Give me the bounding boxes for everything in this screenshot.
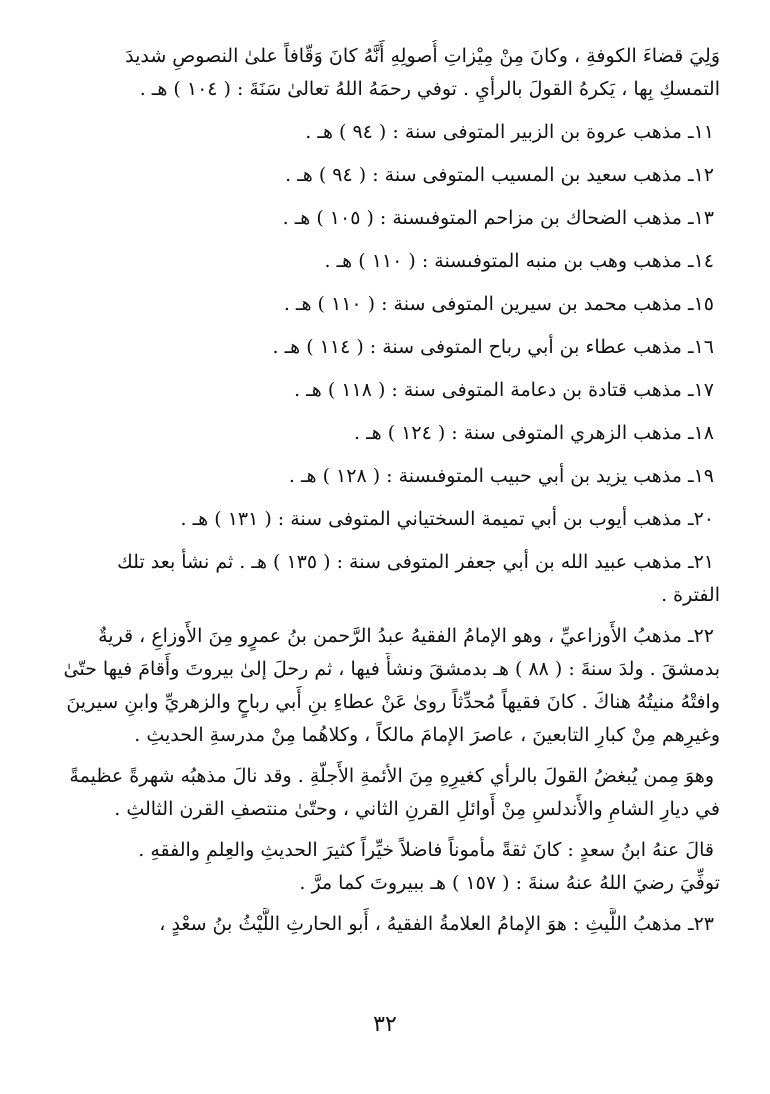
list-item: ١٩ـ مذهب يزيد بن أبي حبيب المتوفىسنة : ( ١٢٨ ) هـ . [288, 465, 714, 487]
list-item: ١٢ـ مذهب سعيد بن المسيب المتوفى سنة : ( ٩٤ ) هـ . [285, 164, 714, 186]
list-item: ١٨ـ مذهب الزهري المتوفى سنة : ( ١٢٤ ) هـ . [354, 422, 714, 444]
text-line: وغيرِهم مِنْ كبارِ التابعينَ ، عاصرَ الإمامَ مالكاً ، وكلاهُما مِنْ مدرسةِ الحديثِ . [134, 724, 720, 746]
paragraph-ibn-saad [52, 834, 720, 900]
list-item: ١٦ـ مذهب عطاء بن أبي رباح المتوفى سنة : ( ١١٤ ) هـ . [272, 336, 714, 358]
item-23 [52, 908, 720, 941]
intro-paragraph [52, 40, 720, 106]
list-item: ٢٠ـ مذهب أيوب بن أبي تميمة السختياني المتوفى سنة : ( ١٣١ ) هـ . [180, 508, 714, 530]
list-item: ١٧ـ مذهب قتادة بن دعامة المتوفى سنة : ( ١١٨ ) هـ . [294, 379, 714, 401]
text-line: وَلِيَ قضاءَ الكوفةِ ، وكانَ مِنْ مِيْزاتِ أُصولِهِ أَنَّهُ كانَ وَقّافاً علىٰ النصوصِ شديدَ [125, 45, 720, 67]
text-line: الفترة . [661, 584, 720, 606]
page-body [52, 40, 720, 1040]
list-item: ١٤ـ مذهب وهب بن منبه المتوفىسنة : ( ١١٠ ) هـ . [324, 250, 714, 272]
text-line: في ديارِ الشامِ والأَندلسِ مِنْ أَوائلِ القرنِ الثاني ، وحتّىٰ منتصفِ القرن الثالثِ . [114, 798, 720, 820]
text-line: وافتْهُ منيتُهُ هناكَ . كانَ فقيهاً مُحدِّثاً روىٰ عَنْ عطاءِ بنِ أَبي رباحٍ والزهريِّ وابنِ سيرينَ [66, 691, 720, 713]
page-number: ٣٢ [373, 1012, 397, 1037]
schools-list [52, 114, 720, 536]
item-21 [52, 546, 720, 612]
text-line: ٢٣ـ مذهبُ اللَّيثِ : هوَ الإمامُ العلامةُ الفقيهُ ، أَبو الحارثِ اللَّيْثُ بنُ سعْدٍ ، [159, 913, 714, 935]
text-line: قالَ عنهُ ابنُ سعدٍ : كانَ ثقةً مأموناً فاضلاً خيِّراً كثيرَ الحديثِ والعِلمِ والفقهِ . [138, 839, 714, 861]
text-line: بدمشقَ . ولدَ سنةَ : ( ٨٨ ) هـ بدمشقَ ونشأَ فيها ، ثم رحلَ إلىٰ بيروتَ وأَقامَ فيها حتّىٰ [63, 658, 720, 680]
text-line: وهوَ مِمن يُبغضُ القولَ بالرأي كغيرِهِ مِنَ الأئمةِ الأَجلّةِ . وقد نالَ مذهبُه شهرةً عظيمةً [69, 765, 714, 787]
list-item: ١١ـ مذهب عروة بن الزبير المتوفى سنة : ( ٩٤ ) هـ . [305, 121, 714, 143]
text-line: التمسكِ بِها ، يَكرهُ القولَ بالرأيِ . توفي رحمَهُ اللهُ تعالىٰ سَنَةَ : ( ١٠٤ ) هـ . [139, 78, 720, 100]
item-22 [52, 620, 720, 752]
text-line: ٢١ـ مذهب عبيد الله بن أبي جعفر المتوفى سنة : ( ١٣٥ ) هـ . ثم نشأ بعد تلك [117, 551, 714, 573]
text-line: ٢٢ـ مذهبُ الأَوزاعيِّ ، وهو الإمامُ الفقيهُ عبدُ الرَّحمن بنُ عمرٍو مِنَ الأَوزاعِ ، قريةٌ [98, 625, 714, 647]
list-item: ١٥ـ مذهب محمد بن سيرين المتوفى سنة : ( ١١٠ ) هـ . [283, 293, 714, 315]
paragraph-reputation [52, 760, 720, 826]
list-item: ١٣ـ مذهب الضحاك بن مزاحم المتوفىسنة : ( ١٠٥ ) هـ . [282, 207, 714, 229]
text-line: توفِّيَ رضيَ اللهُ عنهُ سنةَ : ( ١٥٧ ) هـ ببيروتَ كما مرَّ . [299, 872, 720, 894]
